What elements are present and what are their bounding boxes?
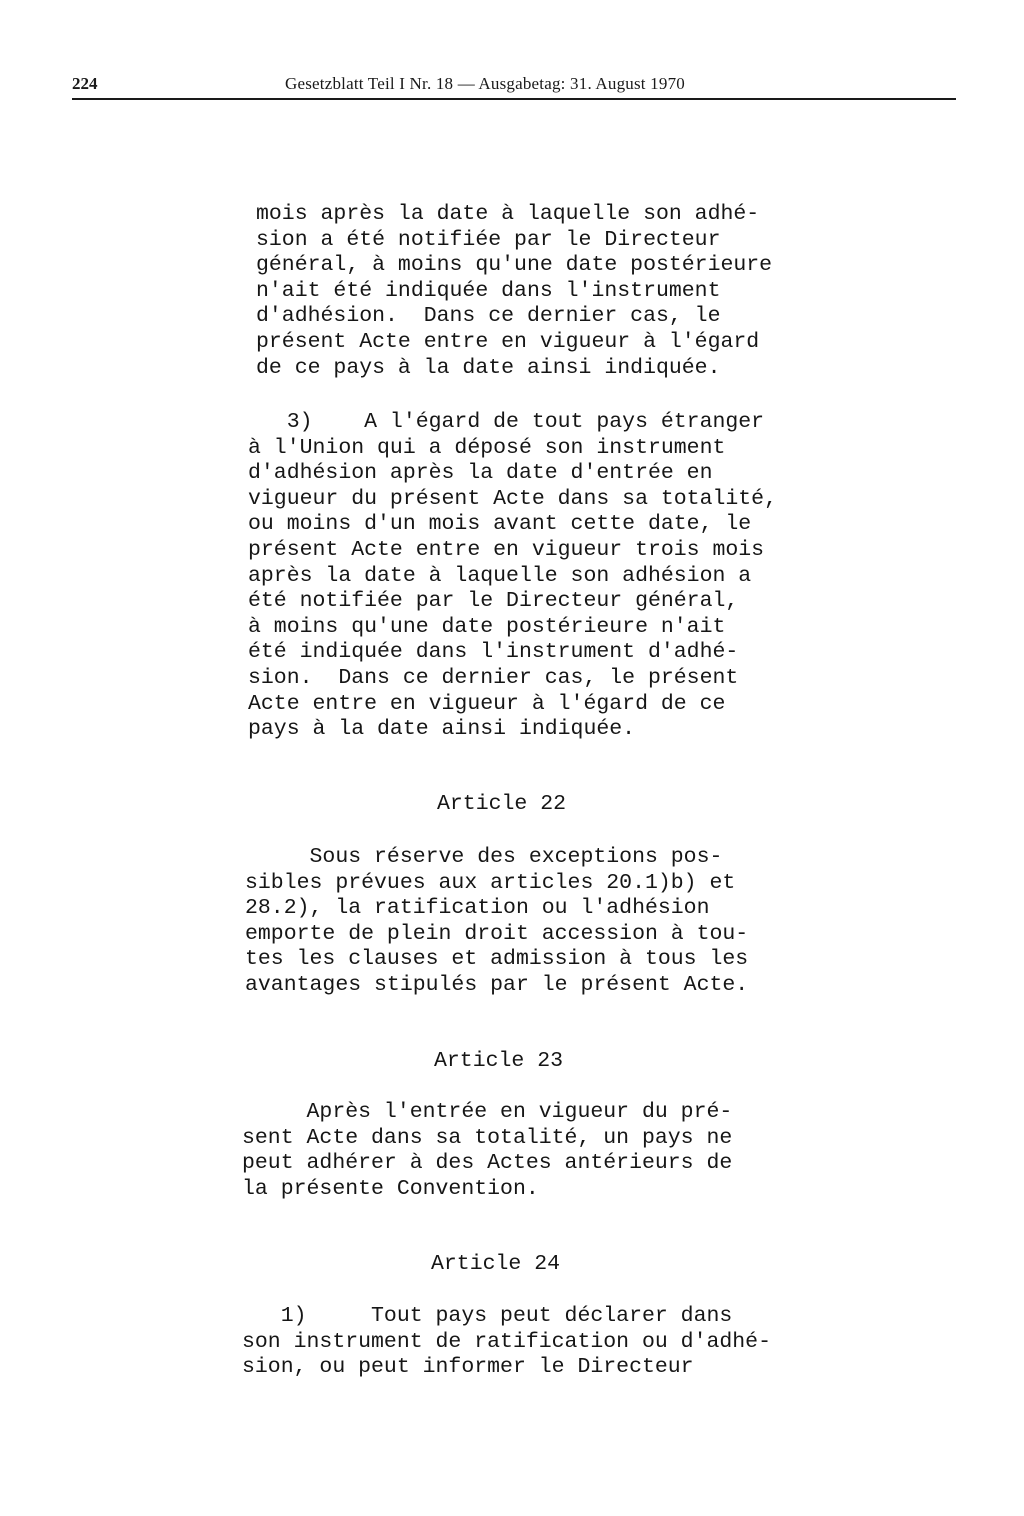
page-header (72, 72, 956, 100)
article-24-heading: Article 24 (431, 1252, 561, 1276)
continuation-paragraph: mois après la date à laquelle son adhé- sion a été notifiée par le Directeur général, à moins qu'une date postérieure n'ait été indiquée dans l'instrument d'adhésion. Dans ce dernier cas, le présent Acte entre en vigueur à l'égard de ce pays à la date ainsi indiquée. (256, 202, 773, 380)
article-22-heading: Article 22 (437, 792, 567, 816)
article-24-text: 1) Tout pays peut déclarer dans son instrument de ratification ou d'adhé- sion, ou peut informer le Directeur (242, 1304, 771, 1380)
paragraph-3: 3) A l'égard de tout pays étranger à l'Union qui a déposé son instrument d'adhésion après la date d'entrée en vigueur du présent Acte dans sa totalité, ou moins d'un mois avant cette date, le présent Acte entre en vigueur trois mois après la date à laquelle son adhésion a été notifiée par le Directeur général, à moins qu'une date postérieure n'ait été indiquée dans l'instrument d'adhé- sion. Dans ce dernier cas, le présent Acte entre en vigueur à l'égard de ce pays à la date ainsi indiquée. (248, 410, 777, 742)
running-head: Gesetzblatt Teil I Nr. 18 — Ausgabetag: 31. August 1970 (285, 74, 685, 93)
page-number: 224 (72, 74, 98, 93)
article-23-text: Après l'entrée en vigueur du pré- sent Acte dans sa totalité, un pays ne peut adhérer à des Actes antérieurs de la présente Convention. (242, 1100, 733, 1201)
article-23-heading: Article 23 (434, 1049, 564, 1073)
article-22-text: Sous réserve des exceptions pos- sibles prévues aux articles 20.1)b) et 28.2), la ratification ou l'adhésion emporte de plein droit accession à tou- tes les clauses et admission à tous les avantages stipulés par le présent Acte. (245, 845, 749, 997)
